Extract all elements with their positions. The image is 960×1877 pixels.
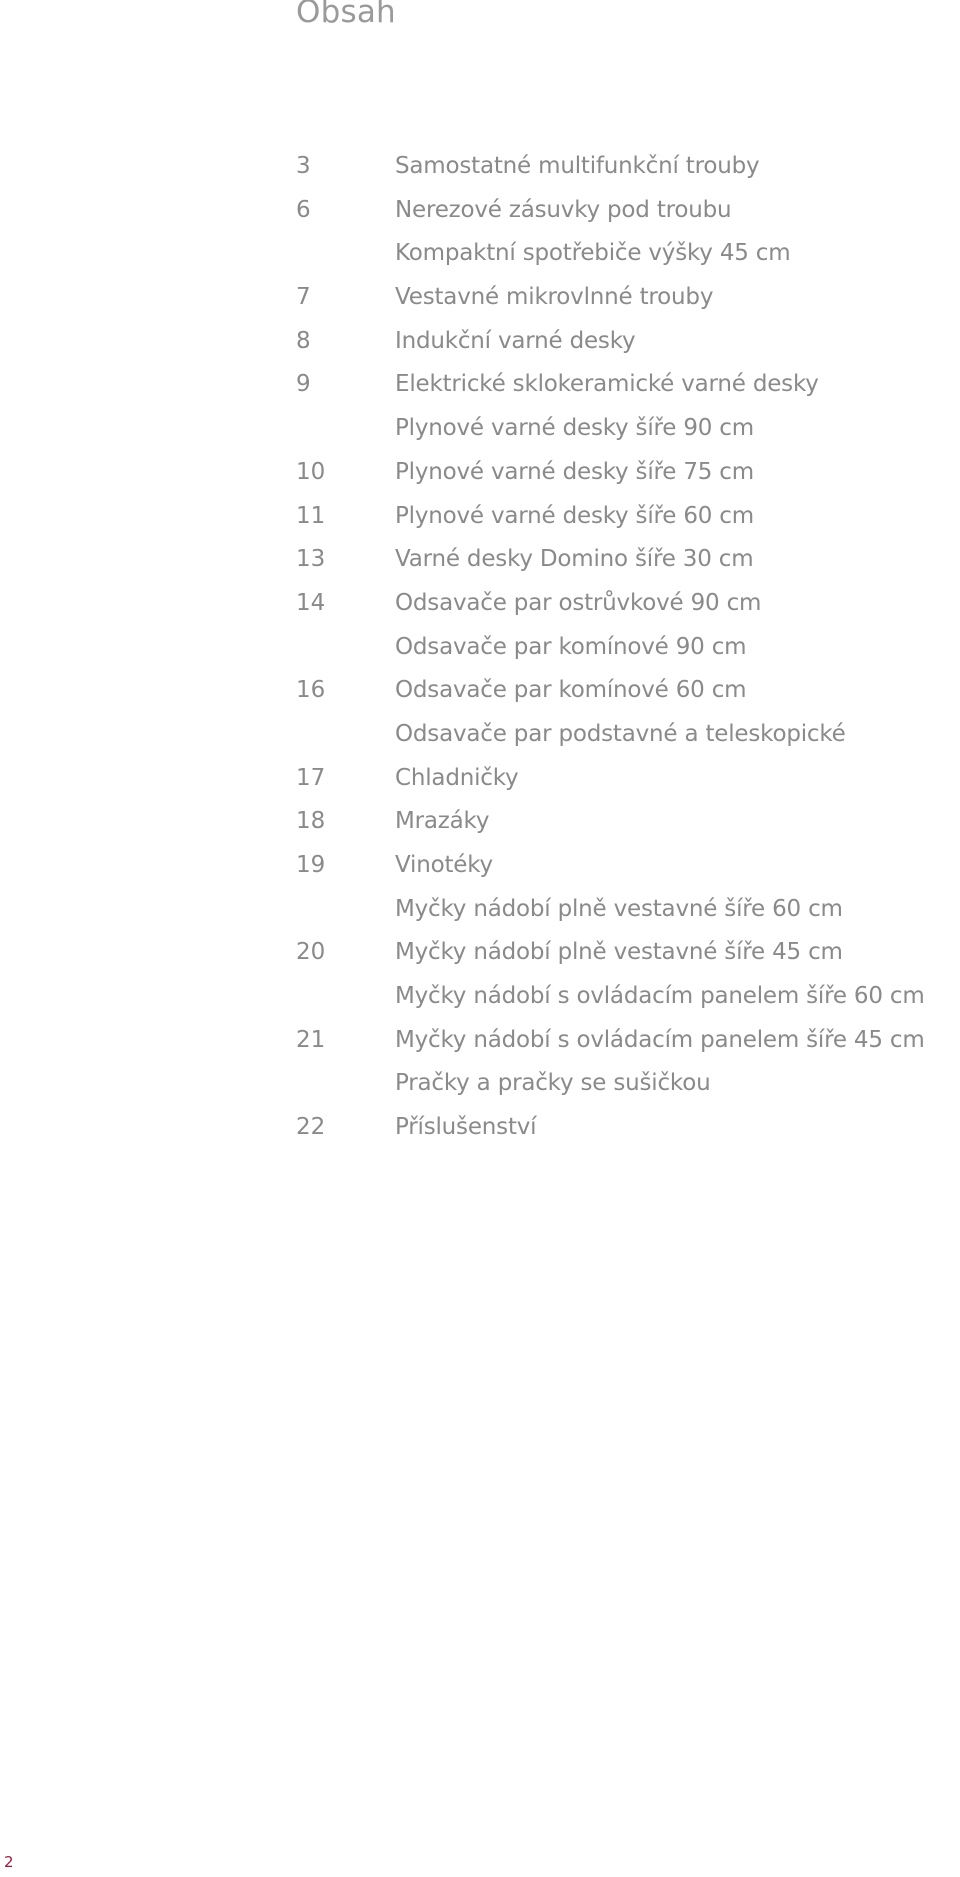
toc-page-number: 6: [296, 196, 311, 223]
toc-label: Příslušenství: [395, 1114, 537, 1141]
toc-page-number: 17: [296, 764, 326, 791]
toc-label: Odsavače par komínové 60 cm: [395, 677, 747, 704]
toc-entry: [296, 276, 925, 320]
toc-entry: [296, 363, 925, 407]
toc-entry: [296, 931, 925, 975]
toc-entry: [296, 189, 925, 233]
toc-label: Elektrické sklokeramické varné desky: [395, 371, 819, 398]
toc-page-number: 8: [296, 327, 311, 354]
toc-entry: [296, 669, 925, 713]
toc-entry: [296, 145, 925, 189]
toc-entry: [296, 800, 925, 844]
toc-label: Varné desky Domino šíře 30 cm: [395, 546, 754, 573]
toc-entry: [296, 1019, 925, 1063]
toc-label: Mrazáky: [395, 808, 490, 835]
toc-entry: [296, 888, 925, 932]
toc-entry: [296, 1062, 925, 1106]
toc-label: Myčky nádobí plně vestavné šíře 60 cm: [395, 895, 843, 922]
page-title: Obsah: [296, 0, 396, 30]
toc-label: Odsavače par podstavné a teleskopické: [395, 720, 846, 747]
toc-page-number: 20: [296, 939, 326, 966]
toc-page-number: 11: [296, 502, 326, 529]
toc-page-number: 13: [296, 546, 326, 573]
toc-page-number: 10: [296, 458, 326, 485]
toc-page-number: 21: [296, 1026, 326, 1053]
page-number: 2: [4, 1853, 14, 1871]
toc-page-number: 14: [296, 589, 326, 616]
toc-entry: [296, 451, 925, 495]
toc-entry: [296, 975, 925, 1019]
toc-label: Vestavné mikrovlnné trouby: [395, 284, 714, 311]
toc-entry: [296, 232, 925, 276]
table-of-contents: [296, 145, 925, 1150]
toc-entry: [296, 495, 925, 539]
toc-label: Vinotéky: [395, 852, 493, 878]
toc-entry: [296, 538, 925, 582]
toc-label: Indukční varné desky: [395, 327, 636, 354]
toc-entry: [296, 626, 925, 670]
toc-label: Myčky nádobí plně vestavné šíře 45 cm: [395, 939, 843, 966]
toc-label: Nerezové zásuvky pod troubu: [395, 196, 732, 223]
toc-label: Plynové varné desky šíře 60 cm: [395, 502, 754, 529]
toc-label: Kompaktní spotřebiče výšky 45 cm: [395, 240, 791, 267]
toc-entry: [296, 582, 925, 626]
toc-label: Odsavače par ostrůvkové 90 cm: [395, 589, 762, 616]
toc-entry: [296, 407, 925, 451]
toc-label: Odsavače par komínové 90 cm: [395, 633, 747, 660]
toc-label: Samostatné multifunkční trouby: [395, 153, 760, 179]
toc-page-number: 7: [296, 284, 311, 311]
toc-page-number: 16: [296, 677, 326, 704]
toc-page-number: 19: [296, 852, 326, 878]
toc-label: Plynové varné desky šíře 75 cm: [395, 458, 754, 485]
toc-entry: [296, 320, 925, 364]
toc-page-number: 18: [296, 808, 326, 835]
toc-label: Myčky nádobí s ovládacím panelem šíře 45 cm: [395, 1026, 925, 1053]
toc-label: Plynové varné desky šíře 90 cm: [395, 415, 754, 442]
toc-page-number: 9: [296, 371, 311, 398]
toc-label: Myčky nádobí s ovládacím panelem šíře 60 cm: [395, 983, 925, 1010]
toc-entry: [296, 757, 925, 801]
toc-label: Chladničky: [395, 764, 519, 791]
toc-page-number: 3: [296, 153, 311, 179]
toc-entry: [296, 1106, 925, 1150]
toc-page-number: 22: [296, 1114, 326, 1141]
toc-entry: [296, 844, 925, 888]
toc-entry: [296, 713, 925, 757]
toc-label: Pračky a pračky se sušičkou: [395, 1070, 711, 1097]
